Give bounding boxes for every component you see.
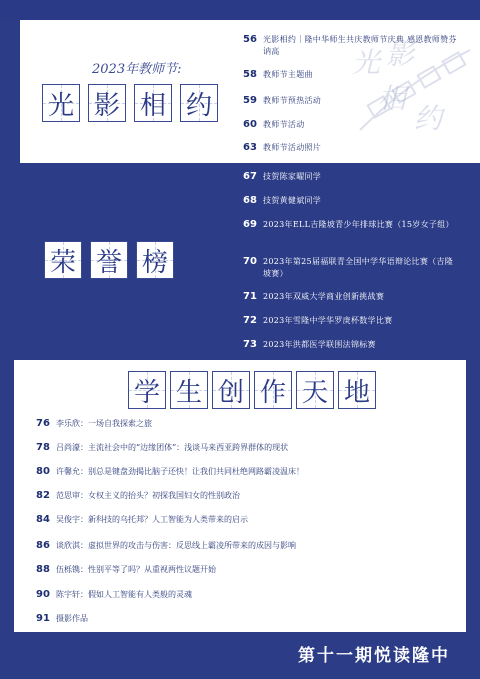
article-title: 新科技的乌托邦？人工智能为人类带来的启示 xyxy=(88,515,248,524)
toc-entry[interactable] xyxy=(243,315,458,327)
entry-title: 光影相约｜隆中华师生共庆教师节庆典 感恩教师赞芬讷高 xyxy=(263,35,457,56)
page-number: 82 xyxy=(36,490,50,501)
page-number: 69 xyxy=(243,219,257,230)
watermark-char: 相 xyxy=(378,82,407,115)
entry-title: 技贺黄健斌同学 xyxy=(263,196,322,205)
entry-title: 技贺陈家曜同学 xyxy=(263,172,322,181)
title-char: 誉 xyxy=(90,241,128,279)
article-title: 一场自我探索之旅 xyxy=(88,419,152,428)
list-item[interactable] xyxy=(36,490,456,501)
article-title: 假如人工智能有人类般的灵魂 xyxy=(88,590,192,599)
author: 许馨允： xyxy=(56,467,88,476)
page-number: 86 xyxy=(36,540,50,551)
toc-entry[interactable] xyxy=(243,219,458,231)
toc-entry[interactable] xyxy=(243,119,458,131)
article-title: 别总是键盘劲揭比脑子还快！让我们共同杜绝网路霸凌温床！ xyxy=(88,467,304,476)
section3-title xyxy=(128,371,376,409)
article-title: 摄影作品 xyxy=(56,614,88,623)
title-char: 生 xyxy=(170,371,208,409)
section2-title xyxy=(44,241,174,279)
toc-entry[interactable] xyxy=(243,339,458,351)
toc-entry[interactable] xyxy=(243,256,458,280)
entry-title: 2023年雪隆中学华罗庚杯数学比赛 xyxy=(263,316,393,325)
list-item[interactable] xyxy=(36,589,456,600)
watermark-char: 光 xyxy=(352,46,381,79)
watermark-char: 约 xyxy=(414,102,443,135)
entry-title: 2023年ELL吉隆坡青少年排球比赛（15岁女子组） xyxy=(263,220,454,229)
author: 陈宇轩： xyxy=(56,590,88,599)
author: 吴俊宇： xyxy=(56,515,88,524)
toc-entry[interactable] xyxy=(243,195,458,207)
title-char: 天 xyxy=(296,371,334,409)
page-number: 80 xyxy=(36,466,50,477)
entry-title: 2023年洪都医学联围法锦标赛 xyxy=(263,340,376,349)
page-number: 60 xyxy=(243,119,257,130)
toc-entry[interactable] xyxy=(243,171,458,183)
page-number: 59 xyxy=(243,95,257,106)
author: 吕尚濠： xyxy=(56,443,88,452)
list-item[interactable] xyxy=(36,418,456,429)
entry-title: 教师节活动 xyxy=(263,120,305,129)
article-title: 虚拟世界的攻击与伤害：反思线上霸凌所带来的成因与影响 xyxy=(88,541,296,550)
title-char: 光 xyxy=(42,84,80,122)
year-label: 2023年教师节: xyxy=(92,62,182,77)
page-number: 70 xyxy=(243,256,257,267)
section1-title xyxy=(42,84,218,122)
toc-entry[interactable] xyxy=(243,69,458,81)
list-item[interactable] xyxy=(36,466,456,477)
title-char: 荣 xyxy=(44,241,82,279)
entry-title: 教师节活动照片 xyxy=(263,143,322,152)
toc-entry[interactable] xyxy=(243,291,458,303)
title-char: 相 xyxy=(134,84,172,122)
title-char: 创 xyxy=(212,371,250,409)
author: 范思审： xyxy=(56,491,88,500)
entry-title: 教师节预热活动 xyxy=(263,96,322,105)
article-title: 主流社会中的“边缘团体”：浅谈马来西亚跨界群体的现状 xyxy=(88,443,289,452)
title-char: 地 xyxy=(338,371,376,409)
article-title: 性别平等了吗？从重视两性议题开始 xyxy=(88,565,216,574)
page-number: 88 xyxy=(36,564,50,575)
page-number: 58 xyxy=(243,69,257,80)
toc-entry[interactable] xyxy=(243,34,458,58)
page-number: 63 xyxy=(243,142,257,153)
page-number: 71 xyxy=(243,291,257,302)
article-title: 女权主义的抬头？初探我国妇女的性别政治 xyxy=(88,491,240,500)
entry-title: 2023年第25届福联青全国中学华语辩论比赛（吉隆坡赛） xyxy=(263,257,454,278)
right-border-lower xyxy=(466,360,480,632)
page-number: 76 xyxy=(36,418,50,429)
entry-title: 2023年双威大学商业创新挑战赛 xyxy=(263,292,385,301)
page-number: 73 xyxy=(243,339,257,350)
author: 谈欣淇： xyxy=(56,541,88,550)
list-item[interactable] xyxy=(36,442,456,453)
list-item[interactable] xyxy=(36,564,456,575)
list-item[interactable] xyxy=(36,540,456,551)
author: 伍栎镌： xyxy=(56,565,88,574)
list-item[interactable] xyxy=(36,514,456,525)
left-border xyxy=(0,20,20,163)
page-number: 91 xyxy=(36,613,50,624)
page-number: 78 xyxy=(36,442,50,453)
list-item[interactable] xyxy=(36,613,456,624)
page-number: 72 xyxy=(243,315,257,326)
page-number: 68 xyxy=(243,195,257,206)
title-char: 约 xyxy=(180,84,218,122)
title-char: 榜 xyxy=(136,241,174,279)
issue-title: 第十一期悦读隆中 xyxy=(298,646,450,666)
page-number: 67 xyxy=(243,171,257,182)
top-band xyxy=(0,0,480,20)
title-char: 学 xyxy=(128,371,166,409)
left-border-lower xyxy=(0,360,14,632)
page-number: 84 xyxy=(36,514,50,525)
page-number: 90 xyxy=(36,589,50,600)
page-number: 56 xyxy=(243,34,257,45)
title-char: 作 xyxy=(254,371,292,409)
author: 李乐欣： xyxy=(56,419,88,428)
entry-title: 教师节主题曲 xyxy=(263,70,313,79)
toc-entry[interactable] xyxy=(243,95,458,107)
watermark-char: 影 xyxy=(386,38,415,71)
title-char: 影 xyxy=(88,84,126,122)
toc-entry[interactable] xyxy=(243,142,458,154)
